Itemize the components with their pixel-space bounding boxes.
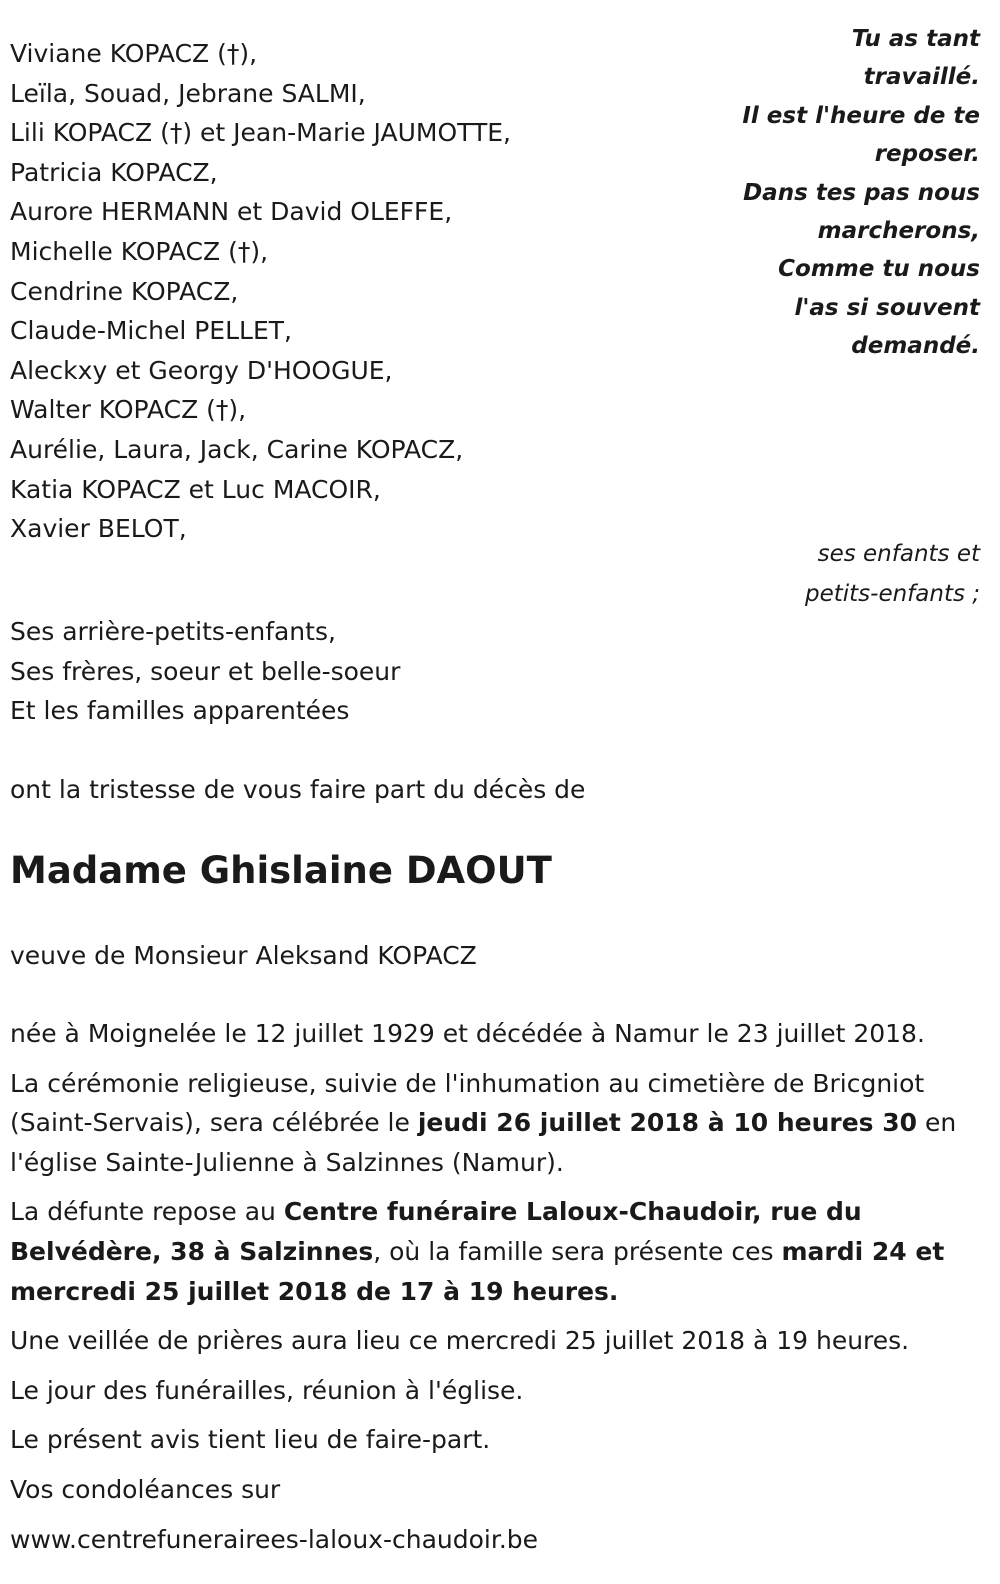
- website-link[interactable]: www.centrefunerairees-laloux-chaudoir.be: [10, 1524, 539, 1554]
- poem-line: demandé.: [851, 333, 980, 360]
- extended-family-list: [10, 612, 710, 731]
- visiting-hours: mardi 24 et mercredi 25 juillet 2018 de 17 à 19 heures.: [10, 1236, 945, 1306]
- family-member: Michelle KOPACZ (†),: [10, 236, 269, 266]
- family-member: Aurore HERMANN et David OLEFFE,: [10, 197, 453, 227]
- extended-family-line: Et les familles apparentées: [10, 696, 350, 726]
- family-member: Lili KOPACZ (†) et Jean-Marie JAUMOTTE,: [10, 118, 511, 148]
- poem-line: Dans tes pas nous: [743, 179, 980, 206]
- birth-death: née à Moignelée le 12 juillet 1929 et décédée à Namur le 23 juillet 2018.: [10, 1019, 925, 1048]
- condolences-label: Vos condoléances sur: [10, 1474, 281, 1504]
- poem-line: Il est l'heure de te: [742, 102, 980, 129]
- poem-line: travaillé.: [863, 64, 980, 91]
- poem-line: reposer.: [874, 141, 980, 168]
- rest-paragraph: [10, 1192, 985, 1311]
- poem-line: Tu as tant: [851, 26, 980, 52]
- poem-line: marcherons,: [817, 218, 980, 245]
- notice: Le présent avis tient lieu de faire-part.: [10, 1425, 491, 1455]
- family-member: Viviane KOPACZ (†),: [10, 39, 258, 68]
- vigil: Une veillée de prières aura lieu ce mercredi 25 juillet 2018 à 19 heures.: [10, 1326, 910, 1356]
- ceremony-date-time: jeudi 26 juillet 2018 à 10 heures 30: [417, 1108, 918, 1138]
- children-label-line: petits-enfants ;: [804, 580, 980, 607]
- poem-line: Comme tu nous: [778, 256, 980, 283]
- rest-middle-text: , où la famille sera présente ces: [373, 1236, 782, 1266]
- announcement: ont la tristesse de vous faire part du décès de: [10, 775, 586, 804]
- deceased-name: Madame Ghislaine DAOUT: [10, 849, 552, 892]
- widow-of: veuve de Monsieur Aleksand KOPACZ: [10, 941, 477, 970]
- extended-family-line: Ses arrière-petits-enfants,: [10, 617, 336, 646]
- family-member: Leïla, Souad, Jebrane SALMI,: [10, 78, 366, 108]
- family-member: Aleckxy et Georgy D'HOOGUE,: [10, 355, 393, 385]
- family-member: Patricia KOPACZ,: [10, 157, 218, 187]
- funeral-center: Centre funéraire Laloux-Chaudoir, rue du Belvédère, 38 à Salzinnes: [10, 1197, 862, 1266]
- ceremony-location: en l'église Sainte-Julienne à Salzinnes (Namur).: [10, 1108, 957, 1177]
- family-member: Cendrine KOPACZ,: [10, 276, 239, 306]
- poem: [680, 20, 980, 366]
- family-member: Katia KOPACZ et Luc MACOIR,: [10, 474, 381, 504]
- family-list: [10, 34, 710, 549]
- family-member: Aurélie, Laura, Jack, Carine KOPACZ,: [10, 434, 464, 464]
- meeting: Le jour des funérailles, réunion à l'église.: [10, 1375, 524, 1405]
- notice-body: [10, 1014, 985, 1569]
- family-member: Claude-Michel PELLET,: [10, 316, 292, 346]
- family-member: Walter KOPACZ (†),: [10, 395, 247, 425]
- poem-line: l'as si souvent: [794, 294, 980, 321]
- extended-family-line: Ses frères, soeur et belle-soeur: [10, 656, 401, 686]
- ceremony-text: La cérémonie religieuse, suivie de l'inhumation au cimetière de Bricgniot (Saint-Servais), sera célébrée le: [10, 1068, 925, 1138]
- family-member: Xavier BELOT,: [10, 514, 187, 544]
- children-label: [680, 535, 980, 614]
- children-label-line: ses enfants et: [817, 541, 980, 567]
- ceremony-paragraph: [10, 1064, 985, 1183]
- rest-text: La défunte repose au: [10, 1197, 284, 1227]
